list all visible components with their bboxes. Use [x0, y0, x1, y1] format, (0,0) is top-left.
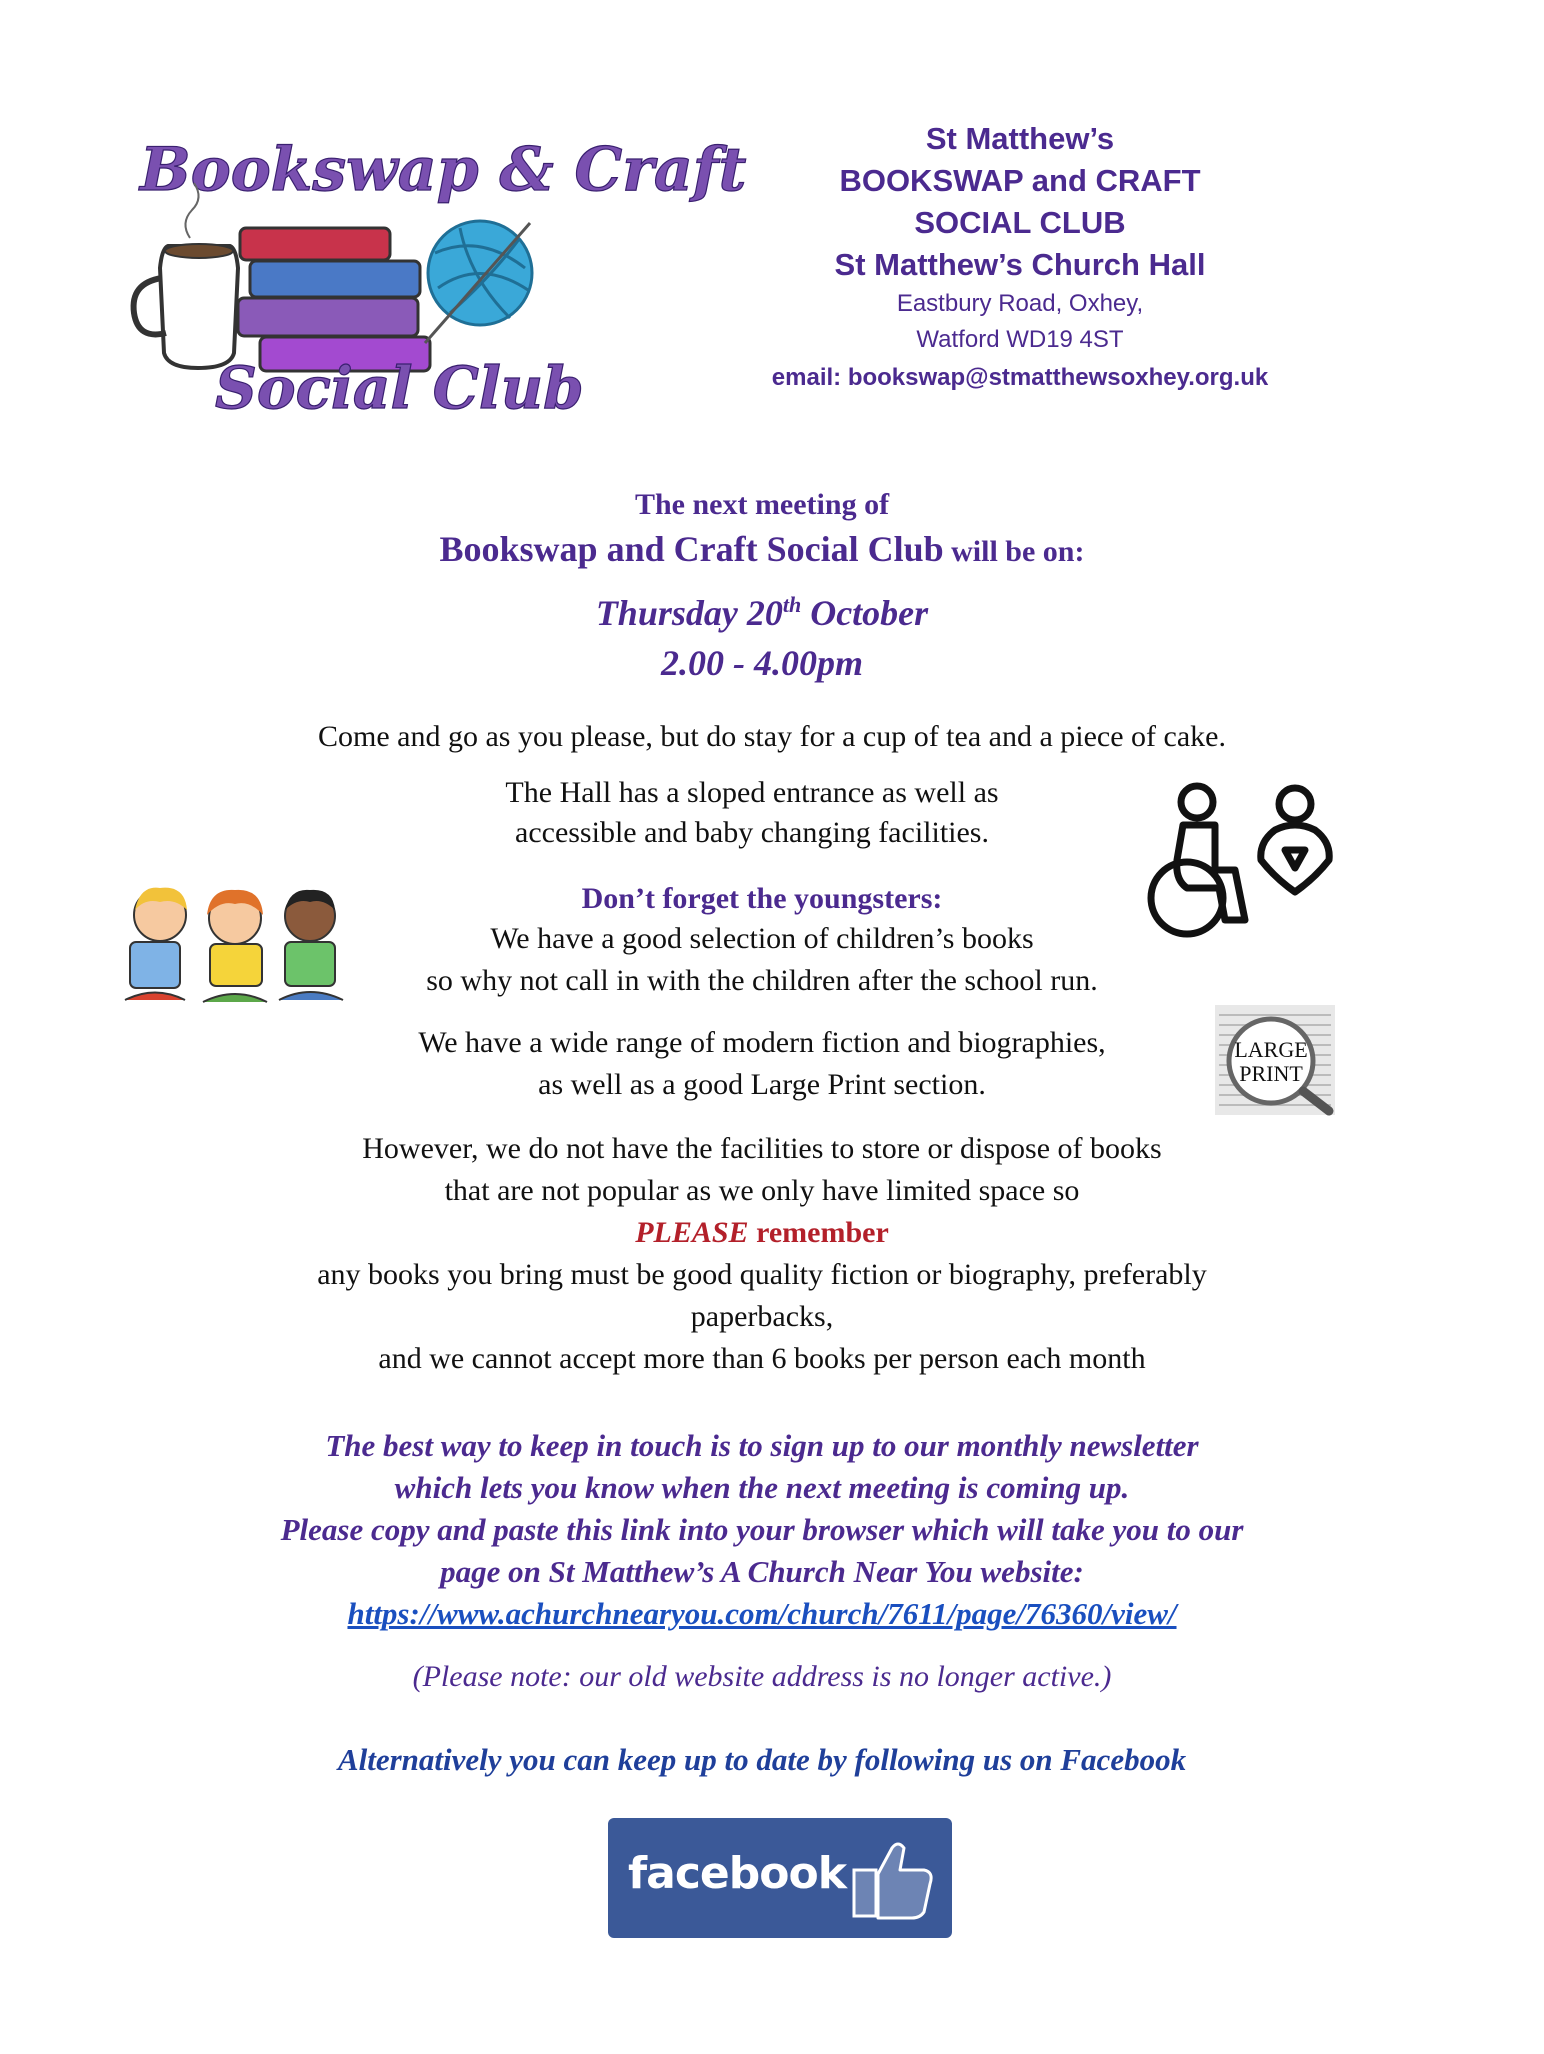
logo-subtitle-text: Social Club — [215, 354, 584, 422]
youngsters-line1: We have a good selection of children’s books — [490, 922, 1034, 955]
meeting-month: October — [801, 593, 929, 633]
hall-text-line1: The Hall has a sloped entrance as well as — [505, 776, 999, 809]
mug-icon — [134, 183, 238, 368]
remember-word: remember — [748, 1216, 889, 1249]
baby-icon — [1261, 788, 1329, 892]
club-name-line2: SOCIAL CLUB — [914, 205, 1126, 240]
club-logo — [120, 118, 747, 422]
newsletter-line1: The best way to keep in touch is to sign up to our monthly newsletter — [325, 1428, 1199, 1463]
accessibility-icons — [1135, 780, 1335, 940]
address-line1: Eastbury Road, Oxhey, — [896, 290, 1144, 317]
books-stack-icon — [238, 228, 430, 371]
however-line2: that are not popular as we only have limited space so — [444, 1174, 1080, 1207]
large-print-word1: LARGE — [1234, 1037, 1308, 1062]
email-address: email: bookswap@stmatthewsoxhey.org.uk — [771, 364, 1269, 391]
however-line1: However, we do not have the facilities to store or dispose of books — [362, 1132, 1162, 1165]
come-and-go-text: Come and go as you please, but do stay for a cup of tea and a piece of cake. — [318, 720, 1226, 753]
newsletter-link-row — [0, 1596, 1534, 1632]
meeting-day-suffix: th — [782, 592, 802, 617]
church-name: St Matthew’s — [925, 121, 1115, 156]
range-line2: as well as a good Large Print section. — [538, 1068, 986, 1101]
logo-title-text: Bookswap & Craft — [140, 135, 747, 205]
meeting-club-name: Bookswap and Craft Social Club — [439, 529, 944, 569]
large-print-image — [1215, 1005, 1335, 1115]
newsletter-line2: which lets you know when the next meeting is coming up. — [394, 1470, 1130, 1505]
youngsters-heading: Don’t forget the youngsters: — [581, 882, 943, 915]
rule-line2: paperbacks, — [690, 1300, 834, 1333]
meeting-intro: The next meeting of — [634, 488, 890, 521]
range-line1: We have a wide range of modern fiction and biographies, — [418, 1026, 1106, 1059]
meeting-time: 2.00 - 4.00pm — [661, 643, 863, 683]
thumbs-up-icon — [848, 1834, 938, 1924]
facebook-follow-text: Alternatively you can keep up to date by following us on Facebook — [337, 1742, 1187, 1777]
meeting-date — [0, 592, 1534, 634]
hall-text-line2: accessible and baby changing facilities. — [515, 816, 989, 849]
newsletter-line3: Please copy and paste this link into your browser which will take you to our — [280, 1512, 1244, 1547]
yarn-ball-icon — [425, 221, 532, 343]
church-near-you-link[interactable]: https://www.achurchnearyou.com/church/7611/page/76360/view/ — [347, 1596, 1177, 1631]
old-website-note: (Please note: our old website address is no longer active.) — [412, 1660, 1112, 1693]
meeting-will-be-on: will be on: — [943, 535, 1085, 568]
club-name-line1: BOOKSWAP and CRAFT — [839, 163, 1201, 198]
rule-line3: and we cannot accept more than 6 books per person each month — [378, 1342, 1146, 1375]
newsletter-line4: page on St Matthew’s A Church Near You website: — [440, 1554, 1084, 1589]
youngsters-line2: so why not call in with the children after the school run. — [426, 964, 1098, 997]
facebook-button[interactable] — [608, 1818, 952, 1938]
large-print-word2: PRINT — [1239, 1061, 1303, 1086]
venue-name: St Matthew’s Church Hall — [834, 247, 1206, 282]
please-remember — [0, 1216, 1534, 1250]
meeting-announcement — [0, 528, 1534, 570]
meeting-day: Thursday 20 — [595, 593, 783, 633]
facebook-label: facebook — [628, 1848, 846, 1899]
rule-line1: any books you bring must be good quality fiction or biography, preferably — [317, 1258, 1207, 1291]
address-line2: Watford WD19 4ST — [916, 326, 1124, 353]
please-word: PLEASE — [635, 1216, 749, 1249]
contact-header — [690, 118, 1350, 398]
